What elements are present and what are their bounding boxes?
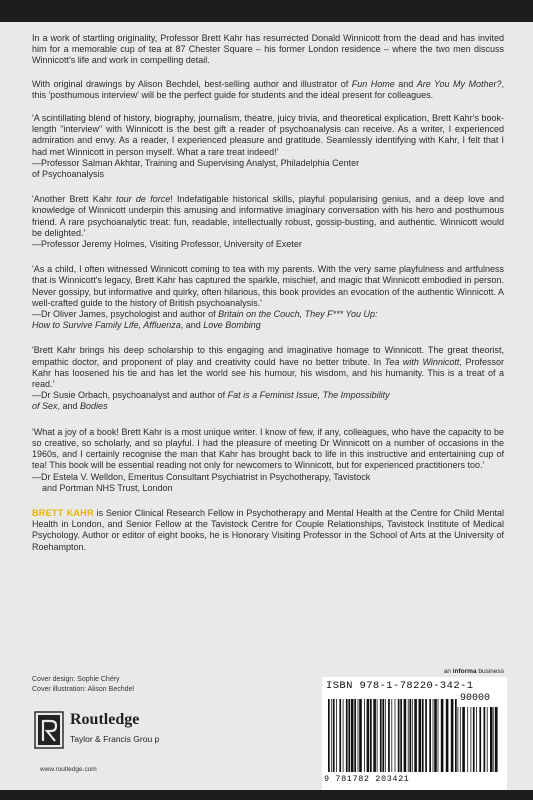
cover-illustration-credit: Cover illustration: Alison Bechdel [32, 686, 134, 693]
quote-attribution: —Dr Oliver James, psychologist and author of Britain on the Couch, They F*** You Up: How to Survive Family Life, Affluenza, and Love Bombing [32, 309, 378, 331]
quote-text: 'Another Brett Kahr tour de force! Indefatigable historical skills, playful popularising genius, and a deep love and knowledge of Winnicott underpin this amusing and informative imaginary conversation with his hero and posthumous friend. A rare psychoanalytic treat: fun, readable, intellectually robust, gossip-busting, and authentic. Winnicott would be delighted.' [32, 194, 504, 238]
author-bio: BRETT KAHR is Senior Clinical Research Fellow in Psychotherapy and Mental Health at the Centre for Child Mental Health in London, and Senior Fellow at the Tavistock Centre for Couple Relationships, Tavistock Institute of Medical Psychology. Author or editor of eight books, he is Honorary Visiting Professor in the School of Arts at the University of Roehampton. [32, 507, 504, 552]
publisher-logo [34, 711, 184, 751]
informa-tagline: an informa business [443, 668, 504, 675]
routledge-logo-icon [34, 711, 64, 749]
quote-text: 'Brett Kahr brings his deep scholarship to this engaging and imaginative homage to Winnicott. The great theorist, empathic doctor, and proponent of play and creativity could have no better tribute. In Tea with Winnicott, Professor Kahr has loosened his tie and has let the world see his humour, his wisdom, and his humanity. This is a treat of a read.' [32, 345, 505, 390]
footer [32, 668, 508, 790]
author-name: BRETT KAHR [32, 507, 94, 518]
barcode [322, 677, 507, 792]
endorsement-akhtar [32, 113, 504, 180]
quote-attribution: —Dr Estela V. Welldon, Emeritus Consultant Psychiatrist in Psychotherapy, Tavistock and Portman NHS Trust, London [32, 471, 371, 493]
quote-text: 'What a joy of a book! Brett Kahr is a most unique writer. I know of few, if any, colleagues, who have the capacity to be so creative, so scholarly, and so playful. I had the pleasure of meeting Dr Winnicott on a number of occasions in the 1960s, and I certainly recognise the man that Kahr has brought back to life in this instructive and entertaining cup of tea! This book will be essential reading not only for newcomers to Winnicott, but for experienced practitioners too.' [32, 426, 504, 471]
barcode-addon: 90000 [460, 693, 491, 704]
endorsement-welldon [32, 427, 504, 494]
bottom-bar [0, 790, 533, 800]
endorsement-holmes [32, 194, 504, 250]
quote-attribution: —Dr Susie Orbach, psychoanalyst and author of Fat is a Feminist Issue, The Impossibility of Sex, and Bodies [32, 390, 390, 412]
intro-paragraph-1: In a work of startling originality, Professor Brett Kahr has resurrected Donald Winnicott from the dead and has invited him for a memorable cup of tea at 87 Chester Square – his former London residence – where the two men discuss Winnicott's life and work in compelling detail. [32, 33, 504, 66]
quote-text: 'As a child, I often witnessed Winnicott coming to tea with my parents. With the very same playfulness and artfulness that is Winnicott's legacy, Brett Kahr has captured the sparkle, mischief, and magic that Winnicott embodied in person. Never gossipy, but informative and quirky, often hilarious, this book provides an evocation of the authentic Winnicott. A well-crafted guide to the history of British psychoanalysis.' [32, 264, 504, 308]
publisher-website[interactable]: www.routledge.com [40, 766, 97, 773]
publisher-group: Taylor & Francis Grou p [70, 734, 160, 744]
endorsement-james [32, 264, 504, 331]
cover-text [32, 33, 504, 565]
publisher-name: Routledge [70, 711, 140, 728]
cover-credits [32, 675, 134, 695]
endorsement-orbach [32, 345, 504, 412]
quote-attribution: —Professor Salman Akhtar, Training and Supervising Analyst, Philadelphia Center of Psychoanalysis [32, 157, 360, 180]
isbn: ISBN 978-1-78220-342-1 [326, 680, 474, 692]
intro-paragraph-2: With original drawings by Alison Bechdel, best-selling author and illustrator of Fun Home and Are You My Mother?, this 'posthumous interview' will be the perfect guide for students and the ideal present for colleagues. [32, 78, 504, 100]
quote-attribution: —Professor Jeremy Holmes, Visiting Professor, University of Exeter [32, 239, 302, 250]
top-bar [0, 0, 533, 22]
quote-text: 'A scintillating blend of history, biography, journalism, theatre, juicy trivia, and theoretical explication, Brett Kahr's book-length "interview" with Winnicott is the best gift a reader of psychoanalysis can receive. As a writer, I experienced admiration and envy. As a reader, I experienced pleasure and gratitude. Seamlessly identifying with Kahr, I felt that I had met Winnicott in person myself. What a rare treat indeed!' [32, 113, 504, 157]
ean-number: 9 781782 203421 [324, 774, 410, 784]
cover-design-credit: Cover design: Sophie Chéry [32, 676, 120, 683]
barcode-icon [328, 699, 502, 772]
